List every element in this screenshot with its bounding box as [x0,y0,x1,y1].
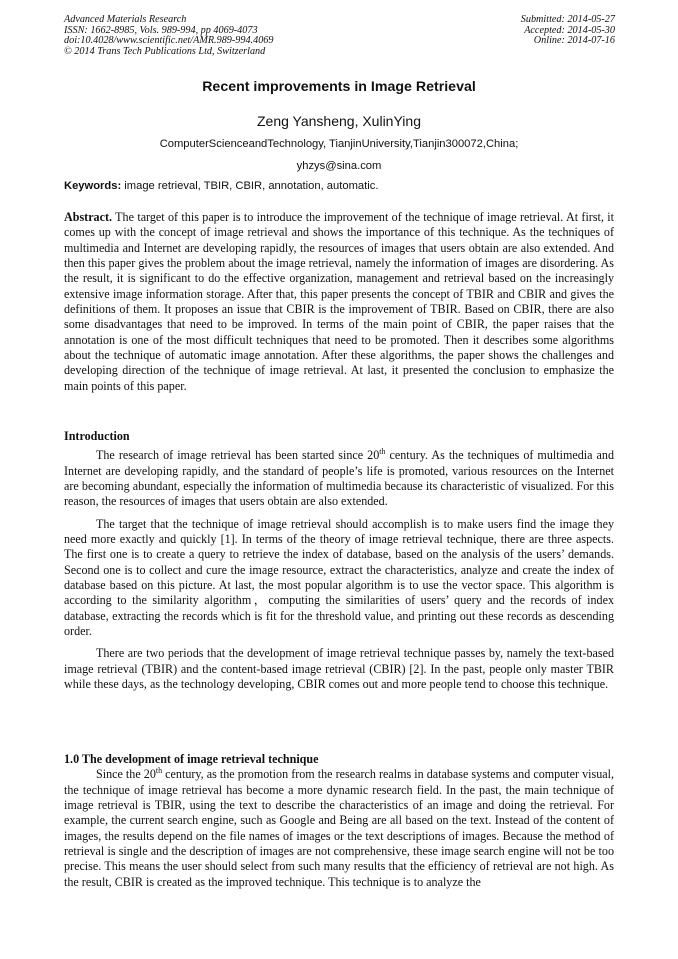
journal-info [64,15,273,57]
section-1 [64,752,614,890]
section-1-paragraph-1: Since the 20th century, as the promotion from the research realms in database systems and computer visual, the technique of image retrieval has become a more dynamic research field. In the past, the main technique of image retrieval is TBIR, using the text to describe the characteristics of an image and doing the retrieval. For example, the current search engine, such as Google and Being are all based on the text. Instead of the content of images, the results depend on the file names of images or the text descriptions of images. Because the method of retrieval is single and the description of images are not comprehensive, these image search engine will not be too precise. This means the user should select from such many results that the efficiency of retrieval are not high. As the result, CBIR is created as the improved technique. This technique is to analyze the [64,766,614,889]
doi-line: doi:10.4028/www.scientific.net/AMR.989-994.4069 [64,35,274,47]
keywords [64,180,616,192]
introduction-paragraph-3: There are two periods that the development of image retrieval technique passes by, namely the text-based image retrieval (TBIR) and the content-based image retrieval (CBIR) [2]. In the past, people only master TBIR while these days, as the technology developing, CBIR comes out and more people tend to choose this technique. [64,646,614,692]
abstract-text: The target of this paper is to introduce the improvement of the technique of image retrieval. At first, it comes up with the concept of image retrieval and shows the importance of this technique. As the techniques of multimedia and Internet are developing rapidly, the resources of images that users obtain are also extended. And then this paper gives the problem about the image retrieval, namely the information of images are disordering. As the result, it is significant to do the effective organization, management and retrieval based on the increasingly extensive image information storage. After that, this paper presents the concept of TBIR and CBIR and gives the definitions of them. It proposes an issue that CBIR is the improvement of TBIR. Based on CBIR, there are also some disadvantages that need to be improved. In terms of the main point of CBIR, the paper raises that the annotation is one of the most difficult techniques that need to be promoted. Then it describes some algorithms about the technique of automatic image annotation. After these algorithms, the paper shows the challenges and developing direction of the technique of image retrieval. At last, it presented the conclusion to emphasize the main points of this paper. [64,210,614,393]
email: yhzys@sina.com [296,160,382,172]
publication-dates [521,15,615,47]
section-1-heading: 1.0 The development of image retrieval technique [64,752,319,766]
authors: Zeng Yansheng, XulinYing [257,113,421,129]
introduction-paragraph-2: The target that the technique of image retrieval should accomplish is to make users find the image they need more exactly and quickly [1]. In terms of the theory of image retrieval technique, there are three aspects. The first one is to create a query to retrieve the index of database, based on the analysis of the users’ demands. Second one is to collect and cure the image resource, extract the characteristics, analyze and create the index of database based on this picture. At last, the most popular algorithm is to use the vector space. This algorithm is according to the similarity algorithm，computing the similarities of users’ query and the records of index database, extracting the records which is fit for the threshold value, and printing out these records as descending order. [64,516,614,639]
keywords-text: image retrieval, TBIR, CBIR, annotation, automatic. [121,180,379,192]
introduction-heading: Introduction [64,429,130,443]
abstract-label: Abstract. [64,210,113,224]
introduction-section [64,429,614,693]
introduction-paragraph-1: The research of image retrieval has been started since 20th century. As the techniques of multimedia and Internet are developing rapidly, and the standard of people’s life is promoted, various resources on the Internet are becoming abundant, especially the information of multimedia because its characteristic of visualized. For this reason, the resources of images that users obtain are also extended. [64,447,614,509]
issn-line: ISSN: 1662-8985, Vols. 989-994, pp 4069-4073 [64,24,258,36]
submitted-date: Submitted: 2014-05-27 [520,14,615,25]
journal-name: Advanced Materials Research [64,14,187,25]
accepted-date: Accepted: 2014-05-30 [524,24,615,36]
abstract [64,210,614,394]
paper-title: Recent improvements in Image Retrieval [202,79,476,95]
online-date: Online: 2014-07-16 [533,35,615,47]
keywords-label: Keywords: [64,180,122,192]
copyright-line: © 2014 Trans Tech Publications Ltd, Switzerland [64,45,266,57]
affiliation: ComputerScienceandTechnology, TianjinUniversity,Tianjin300072,China; [159,138,519,150]
